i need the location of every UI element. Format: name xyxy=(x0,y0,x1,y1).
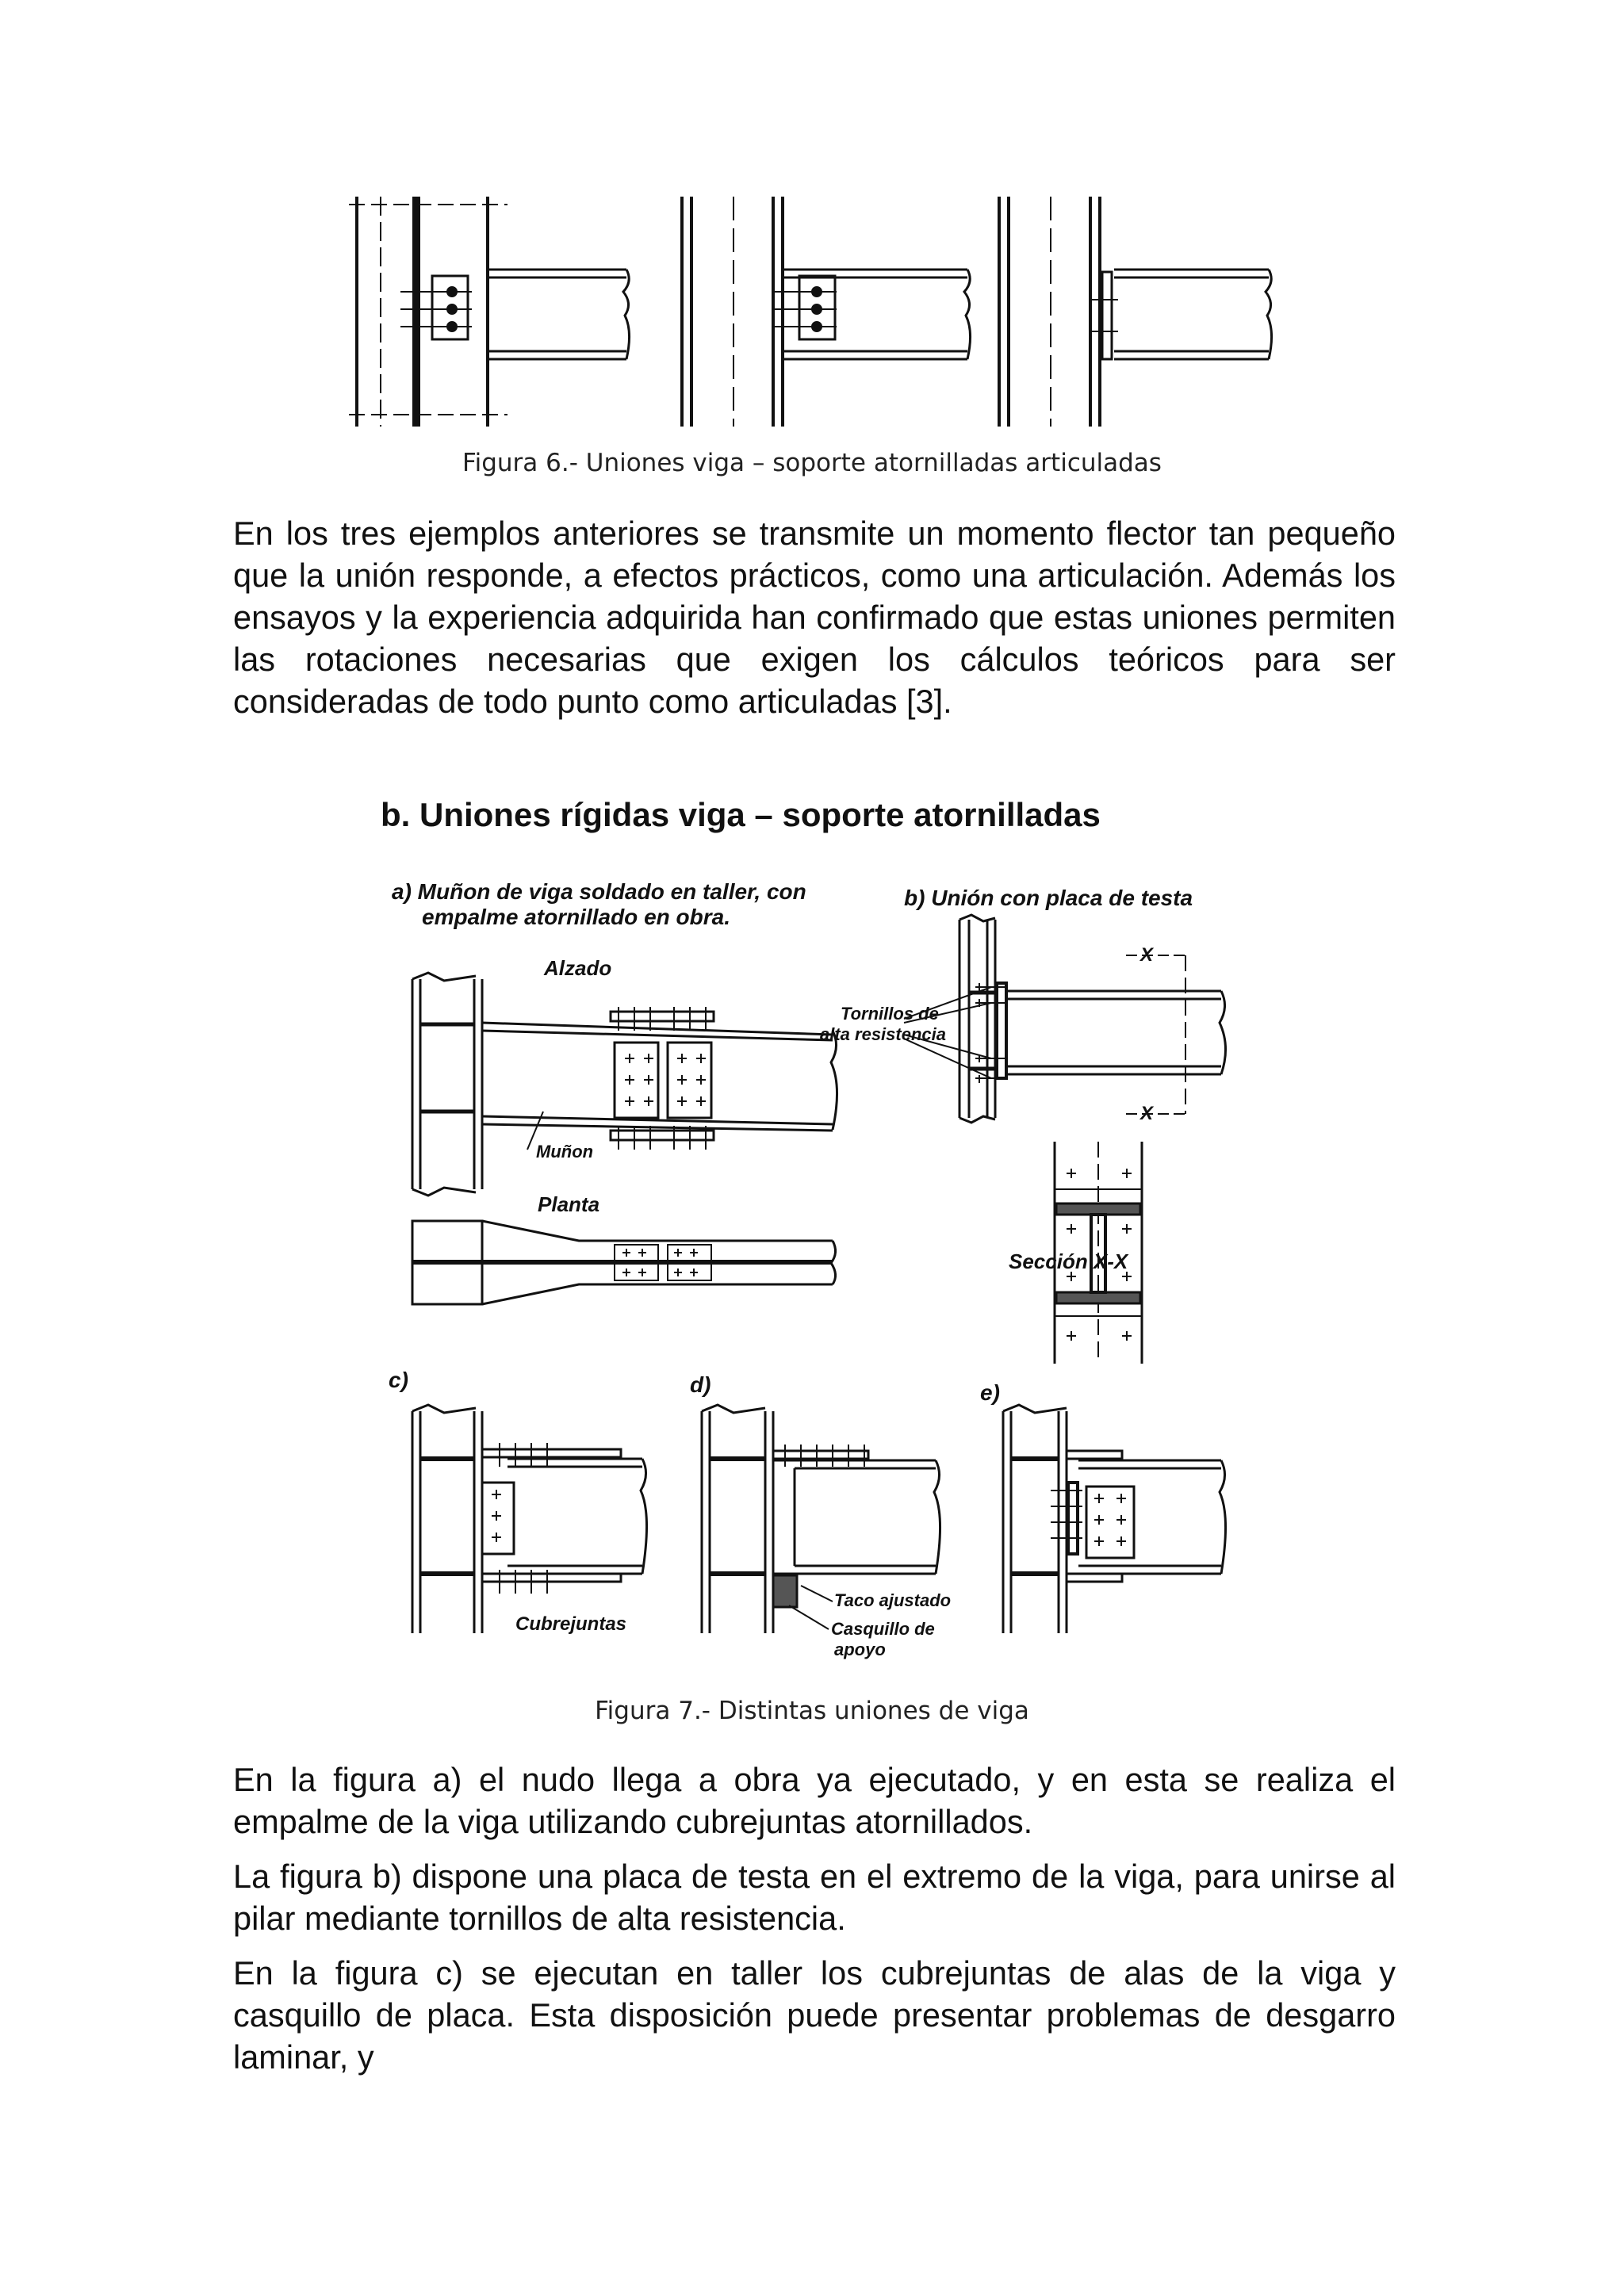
label-tornillos-line2: alta resistencia xyxy=(820,1024,946,1044)
label-tornillos-line1: Tornillos de xyxy=(841,1004,939,1024)
label-a-line2: empalme atornillado en obra. xyxy=(422,905,730,929)
figure-6-panel-2 xyxy=(682,197,971,427)
detail-e xyxy=(1003,1405,1226,1633)
figure-6-panel-3 xyxy=(999,197,1272,427)
label-casquillo-line2: apoyo xyxy=(834,1640,886,1659)
label-x-bottom: X xyxy=(1140,1103,1154,1124)
label-munon: Muñon xyxy=(536,1142,594,1161)
label-b: b) Unión con placa de testa xyxy=(904,886,1193,910)
figure-6-drawing xyxy=(333,197,1293,427)
label-c: c) xyxy=(389,1368,408,1392)
label-casquillo-line1: Casquillo de xyxy=(831,1619,935,1639)
figure-7-caption: Figura 7.- Distintas uniones de viga xyxy=(595,1697,1029,1725)
label-e: e) xyxy=(980,1380,1000,1405)
detail-c xyxy=(412,1405,647,1633)
detail-b-elevation xyxy=(904,915,1226,1123)
detail-a-planta xyxy=(412,1221,836,1304)
label-planta: Planta xyxy=(538,1192,600,1216)
figure-6-caption: Figura 6.- Uniones viga – soporte atornilladas articuladas xyxy=(462,449,1162,477)
label-d: d) xyxy=(690,1372,711,1397)
paragraph-1: En los tres ejemplos anteriores se transmite un momento flector tan pequeño que la unión responde, a efectos prácticos, como una articulación. Además los ensayos y la experiencia adquirida han confirmado que estas uniones permiten las rotaciones necesarias que exigen los cálculos teóricos para ser consideradas de todo punto como articuladas [3]. xyxy=(233,515,1396,720)
figure-6-panel-1 xyxy=(349,197,630,427)
label-cubrejuntas: Cubrejuntas xyxy=(515,1613,627,1635)
section-heading: b. Uniones rígidas viga – soporte atornilladas xyxy=(381,796,1101,833)
paragraph-2: En la figura a) el nudo llega a obra ya ejecutado, y en esta se realiza el empalme de la viga utilizando cubrejuntas atornillados. xyxy=(233,1761,1396,1840)
label-seccion: Sección X-X xyxy=(1009,1249,1128,1273)
paragraph-4: En la figura c) se ejecutan en taller los cubrejuntas de alas de la viga y casquillo de placa. Esta disposición puede presentar problemas de desgarro laminar, y xyxy=(233,1954,1396,2076)
label-x-top: X xyxy=(1140,944,1154,966)
label-alzado: Alzado xyxy=(544,956,612,980)
detail-a-alzado xyxy=(412,973,837,1196)
paragraph-3: La figura b) dispone una placa de testa en el extremo de la viga, para unirse al pilar mediante tornillos de alta resistencia. xyxy=(233,1858,1396,1937)
label-a-line1: a) Muñon de viga soldado en taller, con xyxy=(392,879,806,904)
figure-7-drawing xyxy=(389,872,1253,1673)
label-taco: Taco ajustado xyxy=(834,1590,952,1610)
